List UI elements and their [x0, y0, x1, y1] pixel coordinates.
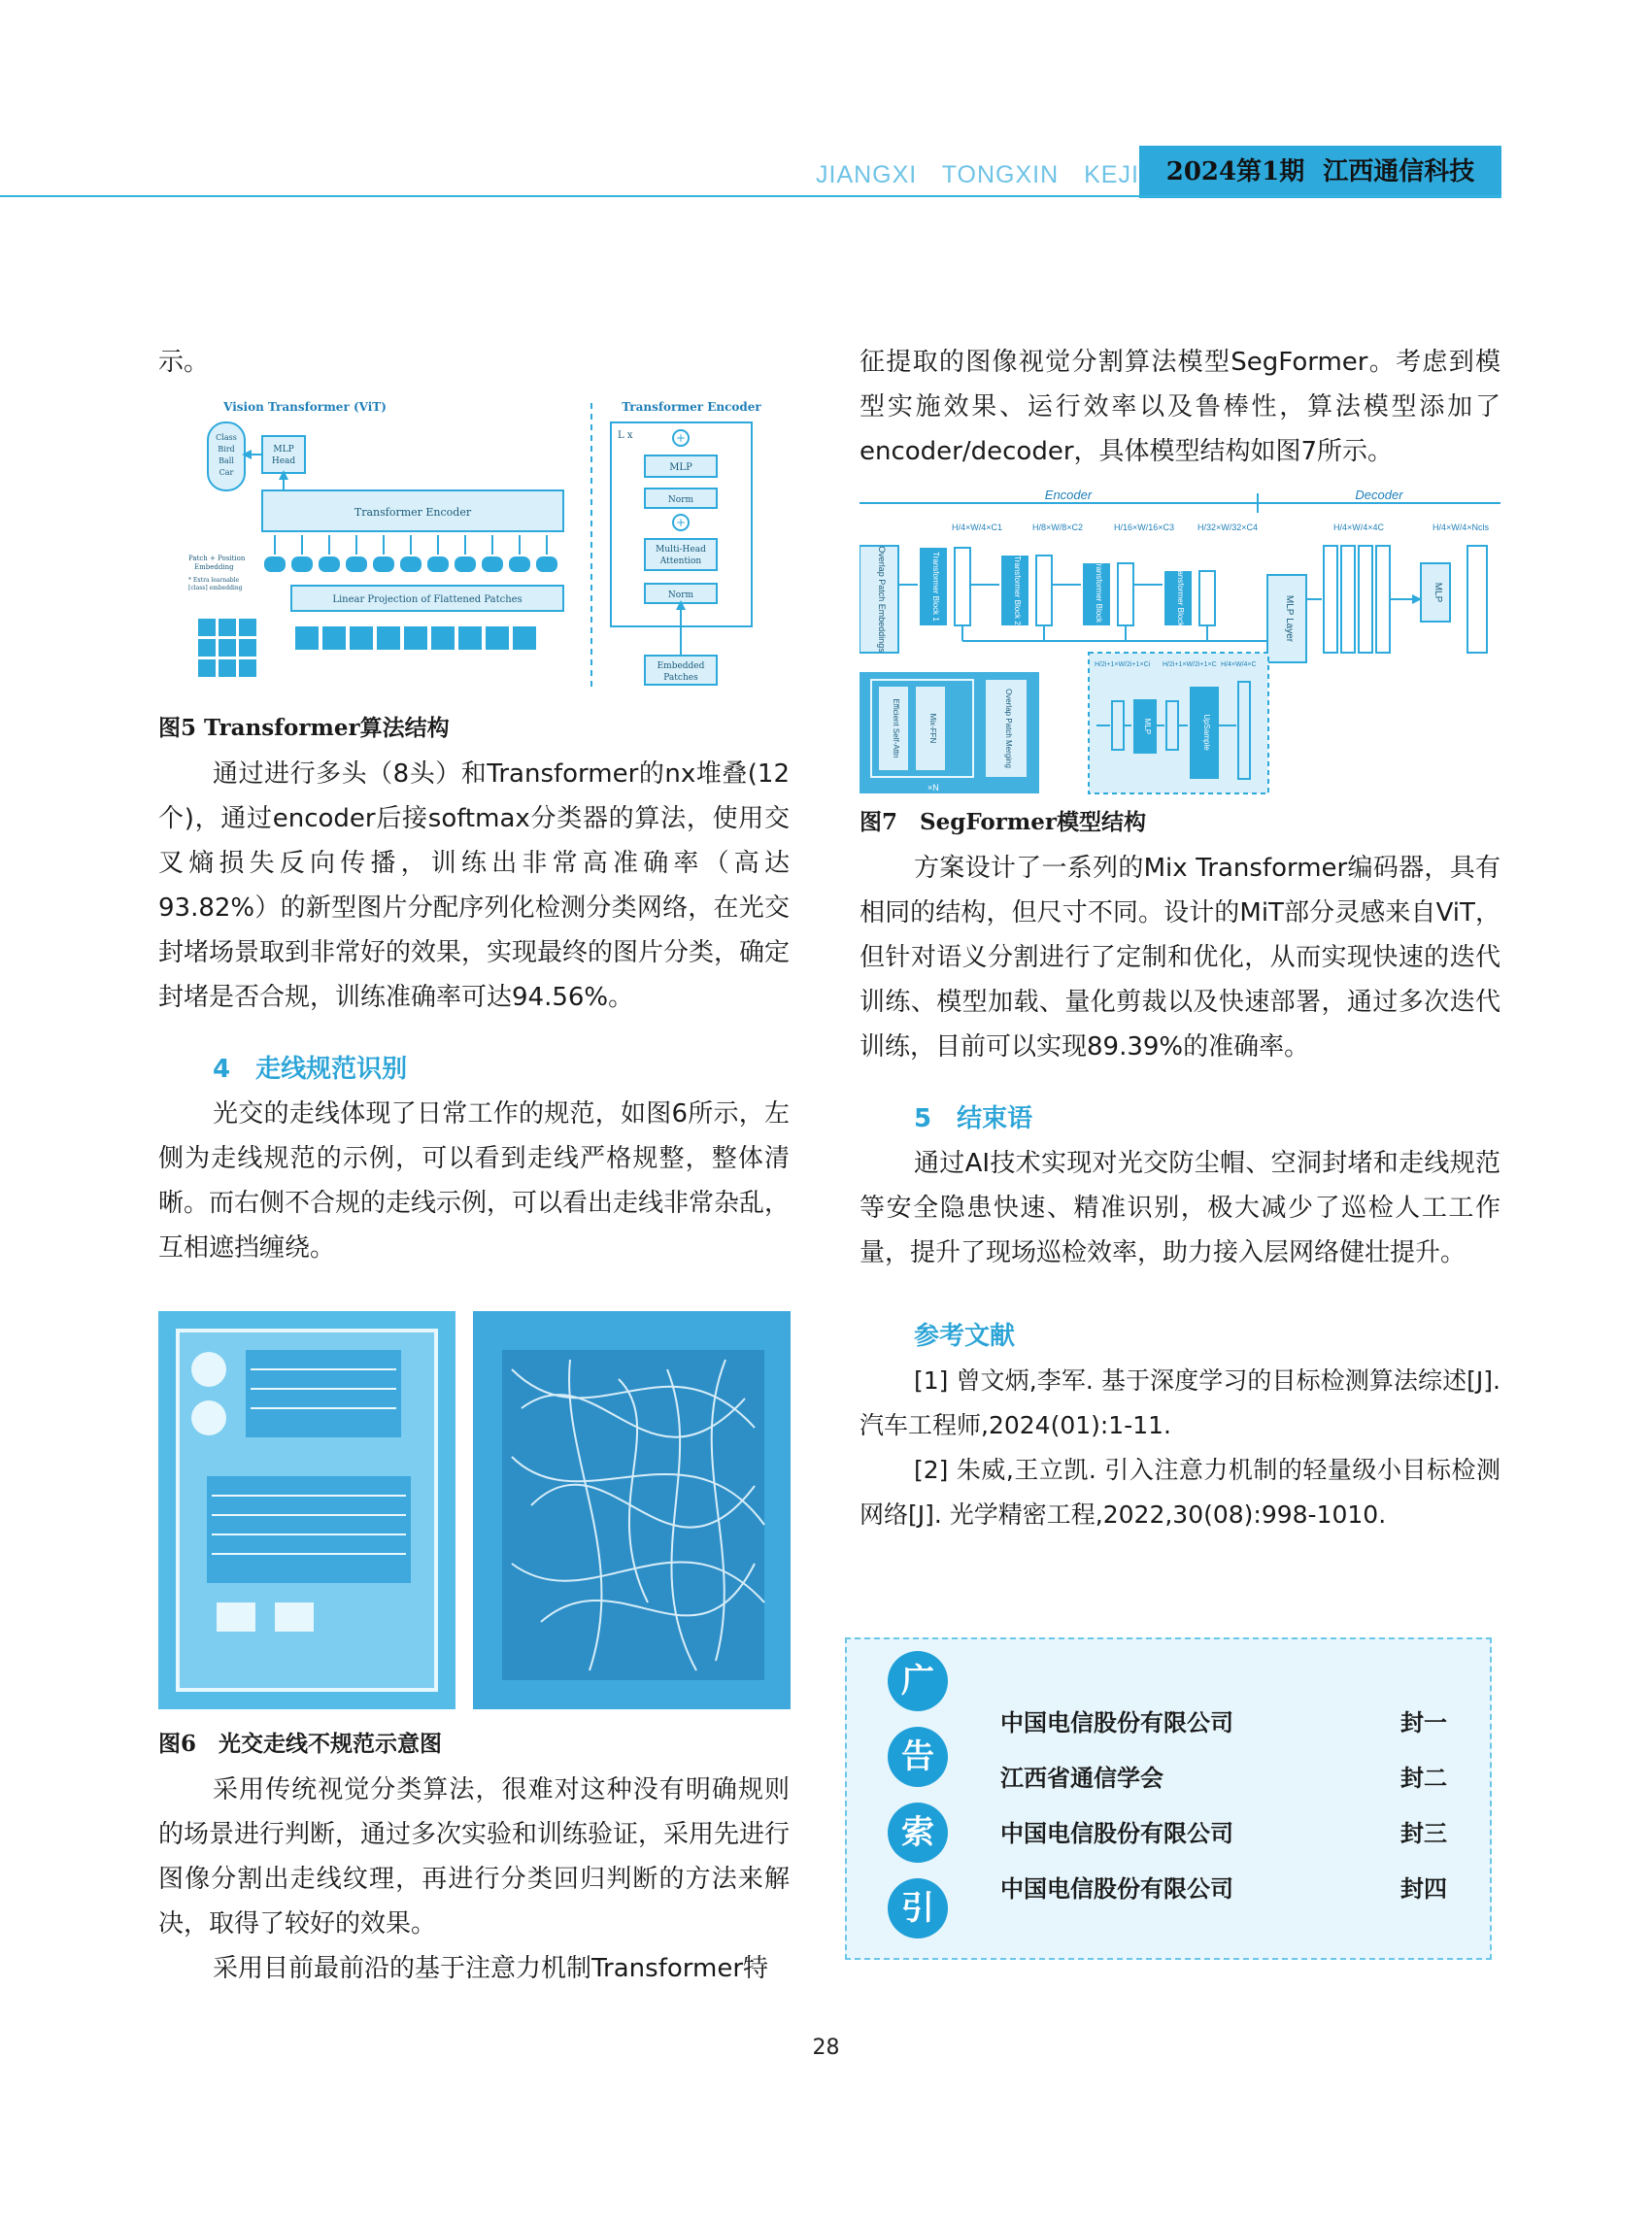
mlp-head-box: [262, 436, 305, 473]
right-column-top: [860, 340, 1500, 474]
svg-text:H/4×W/4×C: H/4×W/4×C: [1221, 661, 1257, 668]
ad-page: 封四: [1400, 1874, 1447, 1903]
patch-embedding-label: Patch + Position: [188, 555, 246, 562]
vit-title: Vision Transformer (ViT): [223, 400, 387, 414]
paragraph: 示。: [158, 348, 210, 377]
patch-tiles: [295, 626, 536, 650]
ad-index-row: [1000, 1870, 1447, 1908]
svg-text:Efficient Self-Attn: Efficient Self-Attn: [892, 698, 900, 759]
reference-1: [1] 曾文炳,李军. 基于深度学习的目标检测算法综述[J]. 汽车工程师,2024(01):1-11.: [860, 1366, 1500, 1439]
ad-page: 封三: [1400, 1819, 1447, 1847]
figure-5-caption: 图5 Transformer算法结构: [158, 715, 450, 741]
paragraph: 通过AI技术实现对光交防尘帽、空洞封堵和走线规范等安全隐患快速、精准识别，极大减少了巡检人工工作量，提升了现场巡检效率，助力接入层网络健壮提升。: [860, 1149, 1500, 1267]
issue-label: 2024第1期 江西通信科技: [1139, 146, 1501, 198]
figure-7-segformer-diagram: [860, 488, 1505, 798]
svg-text:H/2i+1×W/2i+1×Ci: H/2i+1×W/2i+1×Ci: [1095, 661, 1151, 668]
ad-page: 封一: [1400, 1708, 1447, 1736]
ad-title-char: 告: [888, 1727, 948, 1787]
advertiser-name: 中国电信股份有限公司: [1000, 1874, 1233, 1903]
svg-text:Attention: Attention: [659, 556, 702, 566]
right-column-body: [860, 803, 1500, 1537]
figure-7-caption: 图7 SegFormer模型结构: [860, 809, 1146, 835]
class-label: Class: [216, 433, 237, 442]
svg-text:Ball: Ball: [219, 456, 234, 465]
svg-text:H/2i+1×W/2i+1×C: H/2i+1×W/2i+1×C: [1163, 661, 1217, 668]
ad-page: 封二: [1400, 1764, 1447, 1792]
linear-projection-label: Linear Projection of Flattened Patches: [332, 594, 523, 605]
left-column: [158, 340, 790, 385]
left-column-lower: [158, 1725, 790, 1991]
journal-latin-name: JIANGXI TONGXIN KEJI: [816, 161, 1139, 188]
references-heading: 参考文献: [914, 1322, 1016, 1351]
svg-text:MLP: MLP: [1433, 582, 1443, 603]
decoder-label: Decoder: [1355, 488, 1403, 502]
svg-text:Transformer Block 4: Transformer Block 4: [1176, 563, 1185, 633]
svg-text:+: +: [675, 516, 687, 529]
transformer-blocks: [920, 548, 1192, 625]
paragraph: 通过进行多头（8头）和Transformer的nx堆叠(12个)，通过encoder后接softmax分类器的算法，使用交叉熵损失反向传播，训练出非常高准确率（高达93.82%）的新型图片分配序列化检测分类网络，在光交封堵场景取到非常好的效果，实现最终的图片分类，确定封堵是否合规，训练准确率可达94.56%。: [158, 759, 791, 1012]
page-number: 28: [812, 2036, 840, 2060]
ope-label: Overlap Patch Embeddings: [877, 546, 887, 653]
ad-index-row: [1000, 1814, 1447, 1853]
svg-text:Bird: Bird: [218, 445, 235, 454]
svg-text:UpSample: UpSample: [1202, 714, 1211, 751]
paragraph: 光交的走线体现了日常工作的规范，如图6所示，左侧为走线规范的示例，可以看到走线严格规整，整体清晰。而右侧不合规的走线示例，可以看出走线非常杂乱，互相遮挡缠绕。: [158, 1099, 791, 1263]
svg-text:Head: Head: [271, 456, 296, 466]
svg-text:×N: ×N: [927, 783, 939, 792]
ad-index-row: [1000, 1703, 1447, 1742]
paragraph: 方案设计了一系列的Mix Transformer编码器，具有相同的结构，但尺寸不同。设计的MiT部分灵感来自ViT，但针对语义分割进行了定制和优化，从而实现快速的迭代训练、模型加载、量化剪裁以及快速部署，通过多次迭代训练，目前可以实现89.39%的准确率。: [860, 854, 1500, 1062]
figure-6-caption: 图6 光交走线不规范示意图: [158, 1731, 443, 1757]
figure-5-transformer-diagram: [188, 393, 771, 694]
input-image-grid: [198, 619, 256, 677]
figure-6-photo-compliant: [158, 1311, 455, 1709]
svg-text:MLP: MLP: [273, 445, 294, 455]
svg-text:H/4×W/4×Ncls: H/4×W/4×Ncls: [1433, 523, 1490, 532]
ad-title-char: 引: [888, 1878, 948, 1938]
section-5-heading: 5 结束语: [914, 1104, 1033, 1133]
svg-text:Norm: Norm: [667, 590, 694, 600]
svg-text:H/8×W/8×C2: H/8×W/8×C2: [1032, 523, 1084, 532]
svg-text:Transformer Block 2: Transformer Block 2: [1013, 556, 1022, 625]
paragraph: 采用目前最前沿的基于注意力机制Transformer特: [213, 1954, 769, 1983]
ad-title-char: 广: [888, 1651, 948, 1711]
mlp-layer-label: MLP Layer: [1284, 594, 1295, 643]
svg-text:Overlap Patch Merging: Overlap Patch Merging: [1004, 689, 1013, 768]
svg-text:+: +: [675, 431, 687, 445]
transformer-encoder-label: Transformer Encoder: [354, 506, 472, 519]
svg-text:Transformer Block 3: Transformer Block 3: [1095, 559, 1103, 629]
svg-text:Mix-FFN: Mix-FFN: [928, 713, 937, 744]
svg-text:[class] embedding: [class] embedding: [188, 585, 243, 591]
ad-index-box: [845, 1637, 1492, 1960]
svg-text:Car: Car: [219, 468, 234, 477]
figure-6-photo-noncompliant: [473, 1311, 791, 1709]
svg-text:Norm: Norm: [667, 495, 694, 505]
reference-2: [2] 朱威,王立凯. 引入注意力机制的轻量级小目标检测网络[J]. 光学精密工程,2022,30(08):998-1010.: [860, 1456, 1500, 1529]
left-column-body: [158, 709, 790, 1270]
advertiser-name: 江西省通信学会: [1000, 1764, 1163, 1792]
ad-title-char: 索: [888, 1803, 948, 1863]
encoder-title: Transformer Encoder: [622, 400, 761, 414]
paragraph: 采用传统视觉分类算法，很难对这种没有明确规则的场景进行判断，通过多次实验和训练验证，采用先进行图像分割出走线纹理，再进行分类回归判断的方法来解决，取得了较好的效果。: [158, 1775, 791, 1938]
advertiser-name: 中国电信股份有限公司: [1000, 1819, 1233, 1847]
svg-text:MLP: MLP: [1143, 718, 1152, 735]
svg-text:Transformer Block 1: Transformer Block 1: [931, 552, 940, 622]
svg-text:H/16×W/16×C3: H/16×W/16×C3: [1114, 523, 1175, 532]
svg-text:Embedding: Embedding: [194, 563, 234, 571]
svg-text:Patches: Patches: [663, 673, 698, 683]
svg-text:L x: L x: [618, 430, 633, 441]
ad-index-row: [1000, 1759, 1447, 1798]
section-4-heading: 4 走线规范识别: [213, 1055, 408, 1084]
advertiser-name: 中国电信股份有限公司: [1000, 1708, 1233, 1736]
paragraph: 征提取的图像视觉分割算法模型SegFormer。考虑到模型实施效果、运行效率以及鲁棒性，算法模型添加了encoder/decoder，具体模型结构如图7所示。: [860, 348, 1500, 466]
svg-text:MLP: MLP: [669, 462, 692, 473]
svg-text:Embedded: Embedded: [657, 661, 705, 671]
svg-text:H/4×W/4×C1: H/4×W/4×C1: [952, 523, 1003, 532]
header-rule: [0, 195, 1501, 197]
svg-text:H/4×W/4×4C: H/4×W/4×4C: [1333, 523, 1385, 532]
svg-text:* Extra learnable: * Extra learnable: [188, 577, 240, 584]
svg-text:Multi-Head: Multi-Head: [656, 545, 706, 555]
encoder-label: Encoder: [1044, 488, 1093, 502]
token-row: [264, 556, 557, 572]
svg-text:H/32×W/32×C4: H/32×W/32×C4: [1197, 523, 1259, 532]
